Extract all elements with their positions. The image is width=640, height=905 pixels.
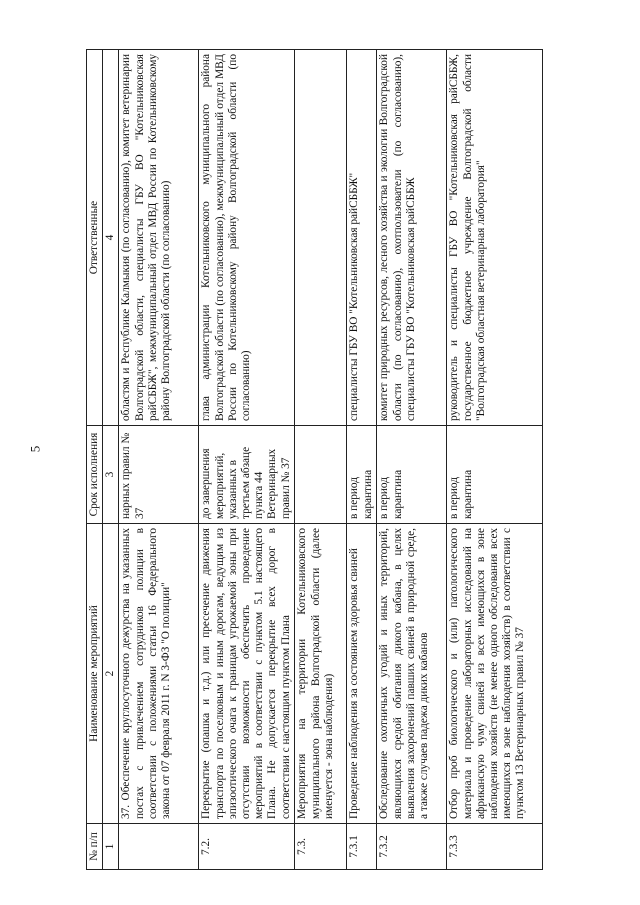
table-row xyxy=(377,50,447,870)
col-number-3: 3 xyxy=(103,426,119,524)
row-responsible: руководитель и специалисты ГБУ ВО "Котельниковская райСББЖ, государственное бюджетное учреждение Волгоградской области "Волгоградская областная ветеринарная лаборатория" xyxy=(447,50,543,426)
header-measure: Наименование мероприятий xyxy=(87,524,103,824)
measures-table xyxy=(86,49,543,870)
row-measure: 37. Обеспечение круглосуточного дежурства на указанных постах с привлечением сотрудников полиции в соответствии с положениями статьи 16 Федерального закона от 07 февраля 2011 г. N 3-ФЗ "О полиции" xyxy=(119,524,199,824)
row-measure: Обследование охотничьих угодий и иных территорий, являющихся средой обитания дикого кабана, в целях выявления захоронений павших свиней в природной среде, а также случаев падежа диких кабанов xyxy=(377,524,447,824)
row-number: 7.3.3 xyxy=(447,824,543,870)
row-responsible xyxy=(295,50,347,426)
row-term xyxy=(295,426,347,524)
row-responsible: специалисты ГБУ ВО "Котельниковская райСББЖ" xyxy=(347,50,377,426)
row-number: 7.3.2 xyxy=(377,824,447,870)
table-row xyxy=(447,50,543,870)
row-term: в период карантина xyxy=(347,426,377,524)
row-number: 7.3.1 xyxy=(347,824,377,870)
row-measure: Перекрытие (опашка и т.д.) или пресечение движения транспорта по поселковым и иным дорогам, ведущим из эпизоотического очага к границам угрожаемой зоны при отсутствии возможности обеспечить проведение мероприятий в соответствии с пунктом 5.1 настоящего Плана. Не допускается перекрытие всех дорог в соответствии с настоящим пунктом Плана xyxy=(199,524,295,824)
rotated-page-content xyxy=(86,50,596,870)
col-number-4: 4 xyxy=(103,50,119,426)
table-row xyxy=(199,50,295,870)
row-responsible: глава администрации Котельниковского муниципального района Волгоградской области (по согласованию), межмуниципальный отдел МВД России по Котельниковскому району Волгоградской области (по согласованию) xyxy=(199,50,295,426)
row-number: 7.2. xyxy=(199,824,295,870)
col-number-2: 2 xyxy=(103,524,119,824)
table-row xyxy=(295,50,347,870)
row-term: до завершения мероприятий, указанных в третьем абзаце пункта 44 Ветеринарных правил № 37 xyxy=(199,426,295,524)
table-column-numbers-row xyxy=(103,50,119,870)
header-number: № п/п xyxy=(87,824,103,870)
table-row xyxy=(347,50,377,870)
header-responsible: Ответственные xyxy=(87,50,103,426)
row-responsible: комитет природных ресурсов, лесного хозяйства и экологии Волгоградской области (по согласованию), охотпользователи (по согласованию), специалисты ГБУ ВО "Котельниковская райСББЖ xyxy=(377,50,447,426)
row-term: нарных правил № 37 xyxy=(119,426,199,524)
row-measure: Проведение наблюдения за состоянием здоровья свиней xyxy=(347,524,377,824)
row-responsible: областям и Республике Калмыкия (по согласованию), комитет ветеринарии Волгоградской области, специалисты ГБУ ВО "Котельниковская райСББЖ", межмуниципальный отдел МВД России по Котельниковскому району Волгоградской области (по согласованию) xyxy=(119,50,199,426)
header-term: Срок исполнения xyxy=(87,426,103,524)
row-term: в период карантина xyxy=(447,426,543,524)
table-header-row xyxy=(87,50,103,870)
page-number: 5 xyxy=(27,445,43,453)
row-number xyxy=(119,824,199,870)
table-row xyxy=(119,50,199,870)
row-measure: Мероприятия на территории Котельниковского муниципального района Волгоградской области (далее именуется - зона наблюдения) xyxy=(295,524,347,824)
col-number-1: 1 xyxy=(103,824,119,870)
row-term: в период карантина xyxy=(377,426,447,524)
row-number: 7.3. xyxy=(295,824,347,870)
row-measure: Отбор проб биологического и (или) патологического материала и проведение лабораторных исследований на африканскую чуму свиней из всех имеющихся в зоне наблюдения хозяйств (не менее одного обследования всех имеющихся в зоне наблюдения хозяйств) в соответствии с пунктом 13 Ветеринарных правил № 37 xyxy=(447,524,543,824)
